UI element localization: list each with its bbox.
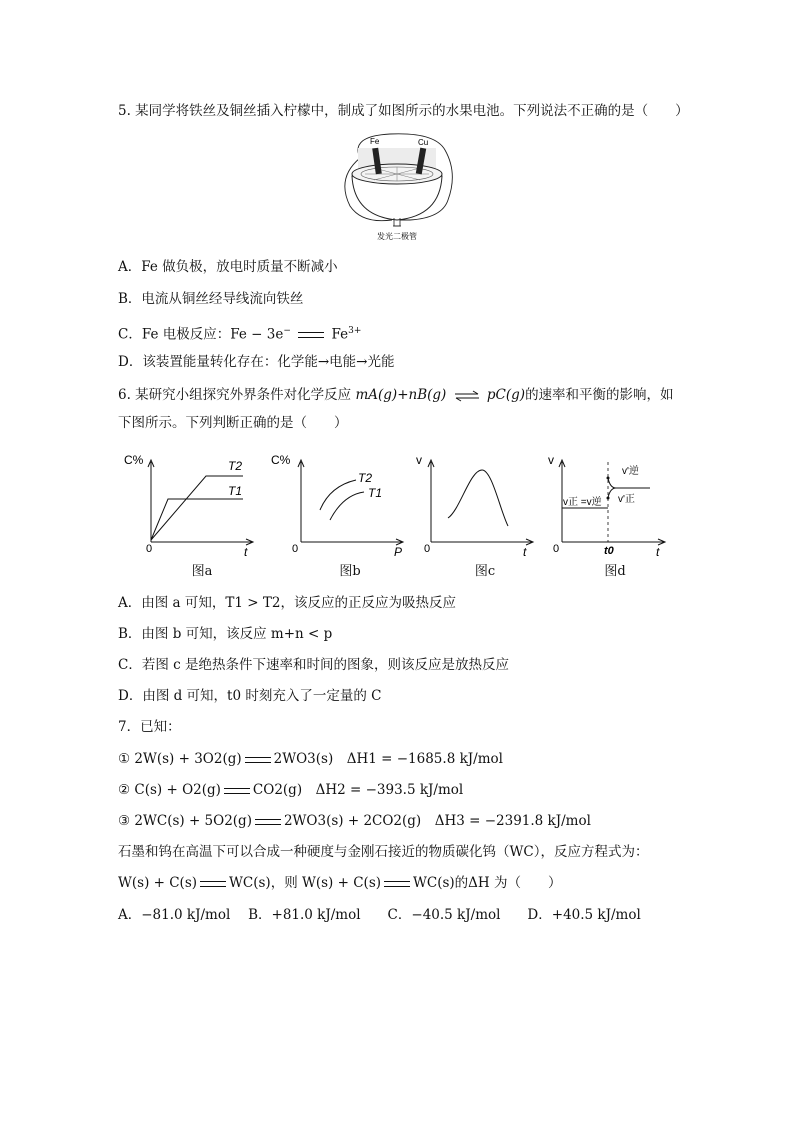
graph-d-v-eq-label: v正 =v逆 — [563, 497, 602, 508]
lemon-battery-figure — [330, 128, 464, 248]
graph-a-curve-t1 — [151, 499, 243, 540]
graph-c-caption: 图c — [474, 564, 496, 579]
q5-option-c-charge: 3+ — [348, 326, 362, 336]
graph-b-origin: 0 — [292, 543, 299, 555]
q6-stem-line2: 下图所示。下列判断正确的是（ ） — [118, 415, 348, 431]
graph-a-origin: 0 — [146, 543, 153, 555]
graph-c — [408, 450, 538, 560]
graph-b-ylabel: C% — [271, 453, 291, 467]
q7-text2-c: WC(s)的ΔH 为（ ） — [413, 875, 562, 891]
q7-eq1-right: 2WO3(s) ΔH1 = −1685.8 kJ/mol — [273, 751, 503, 767]
graph-b-curve-t2 — [320, 480, 356, 510]
cu-label: Cu — [418, 138, 429, 147]
q6-stem-pre: 6. 某研究小组探究外界条件对化学反应 — [118, 387, 356, 403]
q7-eq3-left: ③ 2WC(s) + 5O2(g) — [118, 813, 252, 829]
graph-d-caption: 图d — [604, 564, 626, 579]
q7-text2-b: WC(s)，则 W(s) + C(s) — [229, 875, 382, 891]
q7-equation-3 — [118, 812, 591, 830]
reversible-arrow-icon — [454, 390, 480, 402]
equal-sign — [255, 819, 281, 825]
equal-sign — [384, 881, 410, 887]
q7-eq3-right: 2WO3(s) + 2CO2(g) ΔH3 = −2391.8 kJ/mol — [283, 813, 591, 829]
graph-b-t2-label: T2 — [358, 471, 373, 485]
graph-d-origin: 0 — [553, 543, 560, 555]
graph-c-curve — [448, 470, 508, 526]
q6-stem-line1 — [118, 386, 674, 404]
q7-text2-a: W(s) + C(s) — [118, 875, 198, 891]
q7-equation-1 — [118, 750, 503, 768]
equal-sign — [298, 332, 324, 338]
q7-text-1: 石墨和钨在高温下可以合成一种硬度与金刚石接近的物质碳化钨（WC），反应方程式为： — [118, 844, 649, 860]
q7-options: A．−81.0 kJ/mol B．+81.0 kJ/mol C．−40.5 kJ/mol D．+40.5 kJ/mol — [118, 907, 641, 923]
graph-b — [268, 450, 408, 560]
graph-a-caption: 图a — [191, 564, 213, 579]
q6-stem-post: 的速率和平衡的影响，如 — [525, 387, 674, 403]
q7-eq2-right: CO2(g) ΔH2 = −393.5 kJ/mol — [252, 782, 464, 798]
graph-d-v-rev-curve — [608, 478, 650, 488]
graph-a-xlabel: t — [244, 545, 248, 559]
q5-option-c-text: C．Fe 电极反应：Fe − 3e — [118, 326, 284, 343]
graph-d — [540, 450, 670, 560]
graph-d-v-fwd-curve — [608, 488, 616, 498]
q5-option-c — [118, 322, 361, 344]
graph-d-xlabel: t — [656, 545, 660, 559]
graph-a — [118, 450, 258, 560]
graph-b-curve-t1 — [330, 492, 364, 520]
fe-label: Fe — [370, 137, 380, 146]
q7-eq1-left: ① 2W(s) + 3O2(g) — [118, 751, 242, 767]
graph-d-v-rev-label: v'逆 — [622, 466, 639, 477]
graph-d-t0-label: t0 — [604, 545, 614, 557]
q5-option-d: D．该装置能量转化存在：化学能→电能→光能 — [118, 354, 395, 370]
graph-a-ylabel: C% — [124, 453, 144, 467]
q6-option-b: B．由图 b 可知，该反应 m+n < p — [118, 626, 333, 642]
q7-eq2-left: ② C(s) + O2(g) — [118, 782, 221, 798]
graph-d-v-fwd-label: v'正 — [618, 494, 635, 505]
q5-option-c-product: Fe — [331, 326, 349, 343]
q7-equation-2 — [118, 781, 463, 799]
q5-stem: 5. 某同学将铁丝及铜丝插入柠檬中，制成了如图所示的水果电池。下列说法不正确的是（ ） — [118, 103, 689, 119]
graph-c-origin: 0 — [424, 543, 431, 555]
graph-b-xlabel: P — [394, 545, 403, 559]
graph-d-v-fwd-point — [607, 497, 610, 500]
q6-option-c: C．若图 c 是绝热条件下速率和时间的图象，则该反应是放热反应 — [118, 657, 509, 673]
q6-option-a: A．由图 a 可知，T1 > T2，该反应的正反应为吸热反应 — [118, 595, 456, 611]
q7-stem: 7．已知： — [118, 719, 181, 735]
q5-option-b: B．电流从铜丝经导线流向铁丝 — [118, 291, 304, 307]
q5-option-a: A．Fe 做负极，放电时质量不断减小 — [118, 259, 338, 275]
graph-c-ylabel: v — [416, 453, 422, 467]
graph-b-t1-label: T1 — [368, 486, 383, 500]
graph-a-t1-label: T1 — [228, 484, 243, 498]
q5-option-c-sup: − — [283, 326, 291, 336]
graph-c-xlabel: t — [523, 545, 527, 559]
equal-sign — [224, 788, 250, 794]
graph-d-ylabel: v — [548, 453, 554, 467]
graph-d-v-rev-point — [607, 477, 610, 480]
equal-sign — [200, 881, 226, 887]
q6-eq-left: mA(g)+nB(g) — [355, 387, 447, 403]
graph-b-caption: 图b — [339, 564, 361, 579]
q6-option-d: D．由图 d 可知，t0 时刻充入了一定量的 C — [118, 688, 382, 704]
q7-text-2 — [118, 874, 562, 892]
graph-a-t2-label: T2 — [228, 459, 243, 473]
q6-eq-right: pC(g) — [486, 387, 526, 403]
equal-sign — [245, 757, 271, 763]
diode-label: 发光二极管 — [377, 232, 417, 241]
